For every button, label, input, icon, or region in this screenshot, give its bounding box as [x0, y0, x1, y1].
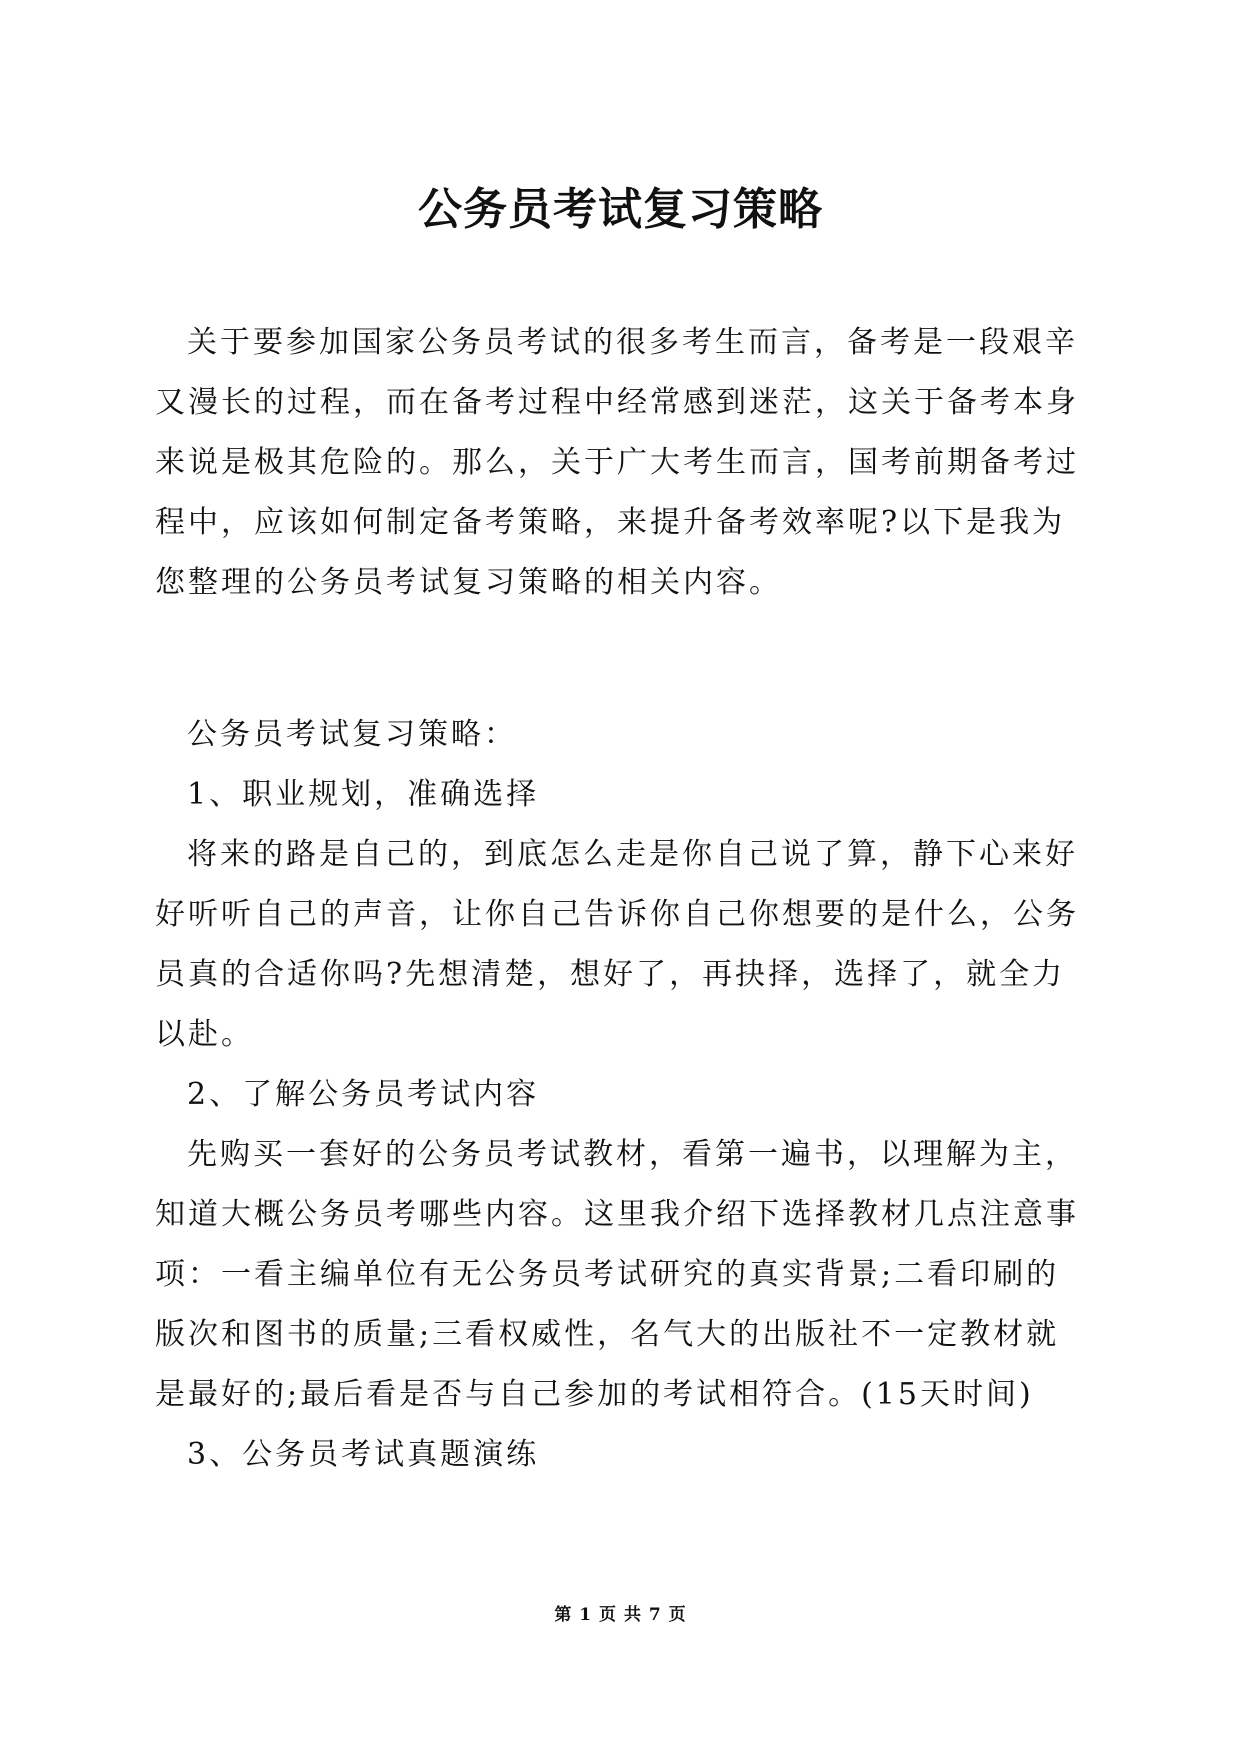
item-1-text: 将来的路是自己的，到底怎么走是你自己说了算，静下心来好好听听自己的声音，让你自己告诉你自己你想要的是什么，公务员真的合适你吗?先想清楚，想好了，再抉择，选择了，就全力以赴。: [155, 837, 1079, 1052]
strategy-section: [155, 705, 1090, 1485]
intro-block: [155, 313, 1090, 613]
item-1-heading: 1、职业规划，准确选择: [187, 777, 540, 812]
document-title: 公务员考试复习策略: [418, 184, 823, 235]
item-3-heading: 3、公务员考试真题演练: [187, 1437, 540, 1472]
intro-paragraph: 关于要参加国家公务员考试的很多考生而言，备考是一段艰辛又漫长的过程，而在备考过程中经常感到迷茫，这关于备考本身来说是极其危险的。那么，关于广大考生而言，国考前期备考过程中，应该如何制定备考策略，来提升备考效率呢?以下是我为您整理的公务员考试复习策略的相关内容。: [155, 325, 1079, 600]
page-number: 第 1 页 共 7 页: [554, 1605, 687, 1625]
page-footer: [0, 1600, 1241, 1625]
item-2-text: 先购买一套好的公务员考试教材，看第一遍书，以理解为主，知道大概公务员考哪些内容。这里我介绍下选择教材几点注意事项：一看主编单位有无公务员考试研究的真实背景;二看印刷的版次和图书的质量;三看权威性，名气大的出版社不一定教材就是最好的;最后看是否与自己参加的考试相符合。(15天时间): [155, 1137, 1079, 1412]
item-2-heading: 2、了解公务员考试内容: [187, 1077, 540, 1112]
section-heading: 公务员考试复习策略：: [187, 717, 517, 752]
